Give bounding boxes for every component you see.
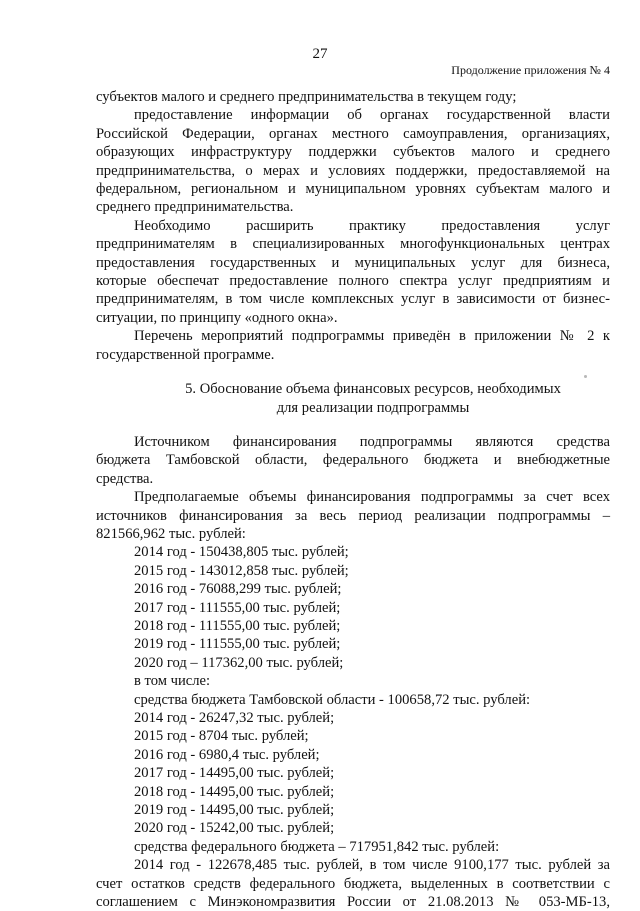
- text-line: предпринимателям в специализированных многофункциональных центрах: [96, 236, 610, 253]
- document-body: [96, 88, 610, 911]
- list-item: 2015 год - 143012,858 тыс. рублей;: [134, 562, 349, 579]
- text-line: предпринимателям, в том числе комплексных услуг в зависимости от бизнес-: [96, 291, 610, 308]
- funding-list: [96, 543, 610, 856]
- paragraph-info: [96, 106, 610, 216]
- text-line: 821566,962 тыс. рублей:: [96, 525, 246, 542]
- list-item: 2016 год - 76088,299 тыс. рублей;: [134, 581, 342, 598]
- text-line: 2014 год - 122678,485 тыс. рублей, в том числе 9100,177 тыс. рублей за: [134, 857, 610, 874]
- list-item: 2020 год - 15242,00 тыс. рублей;: [134, 820, 335, 837]
- section-heading: [96, 380, 610, 417]
- text-line: которые обеспечат предоставление полного спектра услуг предприятиям и: [96, 273, 610, 290]
- text-line: среднего предпринимательства.: [96, 199, 294, 216]
- text-line: ситуации, по принципу «одного окна».: [96, 309, 338, 326]
- text-line: государственной программе.: [96, 346, 275, 363]
- paragraph-list-ref: [96, 327, 610, 364]
- list-item: 2016 год - 6980,4 тыс. рублей;: [134, 746, 320, 763]
- paragraph-sources: [96, 433, 610, 488]
- text-line: предпринимательства, о мерах и условиях поддержки, предоставляемой на: [96, 162, 610, 179]
- paragraph-centers: [96, 217, 610, 327]
- text-line: образующих инфраструктуру поддержки субъектов малого и среднего: [96, 144, 610, 161]
- list-item: средства бюджета Тамбовской области - 100658,72 тыс. рублей:: [134, 691, 531, 708]
- list-item: 2019 год - 14495,00 тыс. рублей;: [134, 802, 335, 819]
- text-line: федеральном, региональном и муниципальном уровнях субъектам малого и: [96, 181, 610, 198]
- text-line: субъектов малого и среднего предпринимательства в текущем году;: [96, 89, 517, 105]
- text-line: средства.: [96, 470, 154, 487]
- list-item: 2019 год - 111555,00 тыс. рублей;: [134, 636, 341, 653]
- continuation-note: Продолжение приложения № 4: [451, 63, 610, 77]
- list-item: 2014 год - 150438,805 тыс. рублей;: [134, 544, 349, 561]
- list-item: 2017 год - 14495,00 тыс. рублей;: [134, 765, 335, 782]
- heading-line: для реализации подпрограммы: [276, 399, 470, 416]
- paragraph-volumes: [96, 488, 610, 543]
- text-line: Российской Федерации, органах местного самоуправления, организациях,: [96, 125, 610, 142]
- list-item: 2018 год - 14495,00 тыс. рублей;: [134, 783, 335, 800]
- page-number: 27: [312, 46, 328, 62]
- text-line: Перечень мероприятий подпрограммы приведён в приложении № 2 к: [134, 328, 610, 345]
- text-line: источников финансирования за весь период реализации подпрограммы –: [96, 507, 610, 524]
- list-item: средства федерального бюджета – 717951,842 тыс. рублей:: [134, 838, 500, 855]
- text-line: Необходимо расширить практику предоставления услуг: [134, 217, 610, 234]
- list-item: 2018 год - 111555,00 тыс. рублей;: [134, 617, 341, 634]
- heading-line: 5. Обоснование объема финансовых ресурсов, необходимых: [185, 381, 561, 398]
- list-item: 2017 год - 111555,00 тыс. рублей;: [134, 599, 341, 616]
- text-line: Источником финансирования подпрограммы являются средства: [134, 433, 610, 450]
- text-line: соглашением с Минэкономразвития России от 21.08.2013 № 053-МБ-13,: [96, 894, 610, 911]
- list-item: в том числе:: [134, 673, 211, 690]
- text-line: счет остатков средств федерального бюджета, выделенных в соответствии с: [96, 875, 610, 892]
- list-item: 2020 год – 117362,00 тыс. рублей;: [134, 654, 344, 671]
- text-line: предоставления государственных и муниципальных услуг для бизнеса,: [96, 254, 610, 271]
- list-item: 2014 год - 26247,32 тыс. рублей;: [134, 710, 335, 726]
- text-line: предоставление информации об органах государственной власти: [134, 107, 610, 124]
- list-item: 2015 год - 8704 тыс. рублей;: [134, 728, 309, 745]
- text-line: Предполагаемые объемы финансирования подпрограммы за счет всех: [134, 489, 610, 506]
- paragraph-federal-2014: [96, 856, 610, 911]
- text-line: бюджета Тамбовской области, федерального бюджета и внебюджетные: [96, 452, 610, 469]
